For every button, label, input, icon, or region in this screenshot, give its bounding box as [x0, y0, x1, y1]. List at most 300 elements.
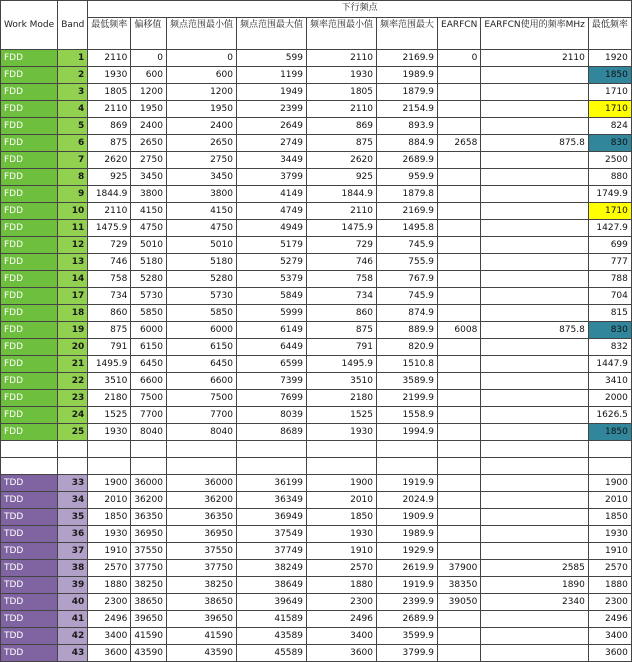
value-cell	[438, 492, 481, 509]
header-work-mode: Work Mode	[1, 1, 58, 50]
value-cell	[481, 305, 589, 322]
value-cell: 8689	[236, 424, 306, 441]
value-cell: 1510.8	[377, 356, 438, 373]
work-mode-cell: TDD	[1, 645, 58, 662]
value-cell	[438, 373, 481, 390]
value-cell: 734	[306, 288, 376, 305]
value-cell	[438, 288, 481, 305]
band-cell: 1	[58, 50, 88, 67]
value-cell: 1919.9	[377, 577, 438, 594]
value-cell: 5999	[236, 305, 306, 322]
value-cell: 2570	[88, 560, 131, 577]
band-cell: 24	[58, 407, 88, 424]
value-cell: 6450	[166, 356, 236, 373]
value-cell	[438, 101, 481, 118]
value-cell: 925	[306, 169, 376, 186]
value-cell	[481, 67, 589, 84]
value-cell: 1749.9	[588, 186, 631, 203]
fdd-row	[1, 237, 632, 254]
value-cell: 2010	[588, 492, 631, 509]
spacer-cell	[588, 441, 631, 458]
work-mode-cell: TDD	[1, 628, 58, 645]
work-mode-cell: FDD	[1, 237, 58, 254]
fdd-row	[1, 135, 632, 152]
work-mode-cell: FDD	[1, 84, 58, 101]
value-cell: 1525	[306, 407, 376, 424]
value-cell	[438, 169, 481, 186]
fdd-row	[1, 390, 632, 407]
value-cell: 38650	[166, 594, 236, 611]
value-cell	[438, 526, 481, 543]
value-cell: 3600	[88, 645, 131, 662]
lowest-frequency-highlight-cell: 1710	[588, 101, 631, 118]
value-cell: 3800	[131, 186, 167, 203]
value-cell: 6450	[131, 356, 167, 373]
value-cell: 2750	[166, 152, 236, 169]
work-mode-cell: TDD	[1, 526, 58, 543]
value-cell	[481, 356, 589, 373]
value-cell: 1930	[306, 67, 376, 84]
value-cell: 869	[88, 118, 131, 135]
work-mode-cell: TDD	[1, 560, 58, 577]
lowest-frequency-highlight-cell: 830	[588, 135, 631, 152]
spacer-cell	[1, 441, 58, 458]
value-cell: 1850	[588, 509, 631, 526]
value-cell: 699	[588, 237, 631, 254]
tdd-row	[1, 509, 632, 526]
value-cell: 36950	[166, 526, 236, 543]
value-cell: 1710	[588, 84, 631, 101]
value-cell: 36200	[166, 492, 236, 509]
work-mode-cell: FDD	[1, 339, 58, 356]
fdd-row	[1, 50, 632, 67]
value-cell: 5379	[236, 271, 306, 288]
value-cell: 1919.9	[377, 475, 438, 492]
work-mode-cell: FDD	[1, 67, 58, 84]
value-cell: 43589	[236, 628, 306, 645]
band-cell: 39	[58, 577, 88, 594]
value-cell: 875	[88, 135, 131, 152]
value-cell: 2749	[236, 135, 306, 152]
value-cell: 5179	[236, 237, 306, 254]
value-cell	[438, 254, 481, 271]
value-cell: 2585	[481, 560, 589, 577]
value-cell: 1994.9	[377, 424, 438, 441]
work-mode-cell: FDD	[1, 254, 58, 271]
value-cell: 1930	[88, 424, 131, 441]
value-cell	[481, 611, 589, 628]
value-cell: 1626.5	[588, 407, 631, 424]
value-cell: 37749	[236, 543, 306, 560]
value-cell: 41590	[131, 628, 167, 645]
value-cell: 2110	[306, 101, 376, 118]
value-cell: 875.8	[481, 322, 589, 339]
value-cell: 3400	[588, 628, 631, 645]
value-cell: 6150	[131, 339, 167, 356]
value-cell: 39050	[438, 594, 481, 611]
value-cell: 37549	[236, 526, 306, 543]
value-cell: 5280	[166, 271, 236, 288]
value-cell: 1525	[88, 407, 131, 424]
value-cell: 1558.9	[377, 407, 438, 424]
value-cell	[481, 203, 589, 220]
value-cell: 758	[88, 271, 131, 288]
value-cell: 5280	[131, 271, 167, 288]
value-cell: 0	[438, 50, 481, 67]
fdd-row	[1, 322, 632, 339]
value-cell: 1929.9	[377, 543, 438, 560]
value-cell: 2010	[306, 492, 376, 509]
work-mode-cell: FDD	[1, 135, 58, 152]
header-column: 最低频率	[588, 18, 631, 50]
value-cell: 1930	[588, 526, 631, 543]
value-cell: 5279	[236, 254, 306, 271]
value-cell: 3510	[306, 373, 376, 390]
fdd-row	[1, 186, 632, 203]
value-cell: 45589	[236, 645, 306, 662]
work-mode-cell: TDD	[1, 594, 58, 611]
value-cell	[438, 305, 481, 322]
band-cell: 42	[58, 628, 88, 645]
value-cell: 1475.9	[88, 220, 131, 237]
value-cell: 37750	[131, 560, 167, 577]
value-cell: 36950	[131, 526, 167, 543]
value-cell: 884.9	[377, 135, 438, 152]
value-cell: 1900	[88, 475, 131, 492]
value-cell	[438, 152, 481, 169]
value-cell: 2300	[588, 594, 631, 611]
value-cell	[438, 203, 481, 220]
value-cell: 2110	[88, 101, 131, 118]
value-cell: 6600	[166, 373, 236, 390]
value-cell: 1949	[236, 84, 306, 101]
value-cell: 1879.8	[377, 186, 438, 203]
value-cell: 38650	[131, 594, 167, 611]
spacer-cell	[58, 458, 88, 475]
value-cell: 1805	[88, 84, 131, 101]
value-cell: 5180	[131, 254, 167, 271]
fdd-row	[1, 356, 632, 373]
value-cell	[481, 271, 589, 288]
value-cell	[481, 254, 589, 271]
work-mode-cell: FDD	[1, 424, 58, 441]
value-cell: 5010	[131, 237, 167, 254]
value-cell: 36000	[166, 475, 236, 492]
value-cell: 1909.9	[377, 509, 438, 526]
band-cell: 9	[58, 186, 88, 203]
value-cell	[481, 339, 589, 356]
value-cell: 3450	[166, 169, 236, 186]
spacer-cell	[306, 458, 376, 475]
value-cell: 43590	[131, 645, 167, 662]
value-cell	[481, 237, 589, 254]
value-cell: 37750	[166, 560, 236, 577]
value-cell	[438, 645, 481, 662]
value-cell	[438, 339, 481, 356]
header-column: 频点范围最小值	[166, 18, 236, 50]
value-cell: 5849	[236, 288, 306, 305]
work-mode-cell: FDD	[1, 322, 58, 339]
fdd-row	[1, 254, 632, 271]
value-cell: 875	[306, 322, 376, 339]
value-cell: 6150	[166, 339, 236, 356]
value-cell: 2340	[481, 594, 589, 611]
value-cell: 7700	[131, 407, 167, 424]
fdd-row	[1, 424, 632, 441]
band-cell: 12	[58, 237, 88, 254]
value-cell: 824	[588, 118, 631, 135]
value-cell: 1930	[88, 67, 131, 84]
value-cell	[481, 84, 589, 101]
value-cell: 1900	[306, 475, 376, 492]
value-cell: 1920	[588, 50, 631, 67]
value-cell: 41590	[166, 628, 236, 645]
value-cell: 3799	[236, 169, 306, 186]
band-cell: 19	[58, 322, 88, 339]
value-cell: 2570	[588, 560, 631, 577]
value-cell: 1989.9	[377, 67, 438, 84]
band-cell: 5	[58, 118, 88, 135]
header-column: 偏移值	[131, 18, 167, 50]
value-cell	[438, 67, 481, 84]
band-cell: 21	[58, 356, 88, 373]
spacer-cell	[236, 458, 306, 475]
value-cell: 7500	[131, 390, 167, 407]
spacer-cell	[88, 458, 131, 475]
value-cell: 1880	[306, 577, 376, 594]
value-cell: 875.8	[481, 135, 589, 152]
value-cell: 758	[306, 271, 376, 288]
value-cell	[438, 509, 481, 526]
value-cell	[481, 492, 589, 509]
value-cell: 2199.9	[377, 390, 438, 407]
value-cell: 6000	[131, 322, 167, 339]
value-cell	[481, 118, 589, 135]
work-mode-cell: FDD	[1, 288, 58, 305]
spacer-cell	[306, 441, 376, 458]
value-cell	[438, 611, 481, 628]
value-cell: 8040	[166, 424, 236, 441]
value-cell: 1447.9	[588, 356, 631, 373]
value-cell: 791	[88, 339, 131, 356]
work-mode-cell: FDD	[1, 50, 58, 67]
fdd-row	[1, 118, 632, 135]
value-cell: 3799.9	[377, 645, 438, 662]
fdd-row	[1, 271, 632, 288]
value-cell: 1880	[588, 577, 631, 594]
value-cell: 1495.8	[377, 220, 438, 237]
spacer-cell	[438, 458, 481, 475]
work-mode-cell: FDD	[1, 305, 58, 322]
value-cell: 734	[88, 288, 131, 305]
band-cell: 6	[58, 135, 88, 152]
value-cell: 41589	[236, 611, 306, 628]
work-mode-cell: FDD	[1, 390, 58, 407]
value-cell: 3400	[88, 628, 131, 645]
header-column: 频率范围最小值	[306, 18, 376, 50]
value-cell: 1900	[588, 475, 631, 492]
spacer-cell	[481, 441, 589, 458]
value-cell: 788	[588, 271, 631, 288]
value-cell: 7500	[166, 390, 236, 407]
tdd-row	[1, 594, 632, 611]
value-cell	[438, 220, 481, 237]
spacer-cell	[166, 441, 236, 458]
work-mode-cell: FDD	[1, 356, 58, 373]
table-body	[1, 1, 632, 662]
value-cell	[481, 186, 589, 203]
fdd-row	[1, 220, 632, 237]
value-cell: 1844.9	[88, 186, 131, 203]
band-cell: 14	[58, 271, 88, 288]
value-cell: 3450	[131, 169, 167, 186]
spacer-cell	[588, 458, 631, 475]
value-cell: 3600	[588, 645, 631, 662]
value-cell: 8039	[236, 407, 306, 424]
tdd-row	[1, 526, 632, 543]
spacer-cell	[1, 458, 58, 475]
header-column: EARFCN	[438, 18, 481, 50]
value-cell: 599	[236, 50, 306, 67]
spacer-cell	[377, 458, 438, 475]
value-cell: 1850	[306, 509, 376, 526]
value-cell: 2619.9	[377, 560, 438, 577]
value-cell: 1200	[131, 84, 167, 101]
value-cell: 1950	[166, 101, 236, 118]
value-cell: 2399.9	[377, 594, 438, 611]
value-cell: 860	[88, 305, 131, 322]
value-cell: 37900	[438, 560, 481, 577]
value-cell	[438, 628, 481, 645]
value-cell: 8040	[131, 424, 167, 441]
value-cell: 2496	[306, 611, 376, 628]
fdd-row	[1, 84, 632, 101]
value-cell: 1910	[88, 543, 131, 560]
value-cell: 6599	[236, 356, 306, 373]
work-mode-cell: FDD	[1, 118, 58, 135]
tdd-row	[1, 543, 632, 560]
value-cell: 1930	[306, 526, 376, 543]
spacer-cell	[58, 441, 88, 458]
value-cell: 4149	[236, 186, 306, 203]
value-cell: 755.9	[377, 254, 438, 271]
value-cell: 5730	[166, 288, 236, 305]
header-column: 频点范围最大值	[236, 18, 306, 50]
value-cell: 2750	[131, 152, 167, 169]
work-mode-cell: FDD	[1, 220, 58, 237]
fdd-row	[1, 169, 632, 186]
value-cell: 3800	[166, 186, 236, 203]
value-cell: 2169.9	[377, 50, 438, 67]
tdd-row	[1, 560, 632, 577]
value-cell	[481, 169, 589, 186]
value-cell: 2300	[88, 594, 131, 611]
value-cell: 1495.9	[88, 356, 131, 373]
value-cell	[438, 237, 481, 254]
value-cell: 2300	[306, 594, 376, 611]
value-cell: 38250	[131, 577, 167, 594]
spacer-row	[1, 441, 632, 458]
tdd-row	[1, 611, 632, 628]
value-cell	[438, 390, 481, 407]
header-row-columns	[1, 18, 632, 50]
spacer-cell	[88, 441, 131, 458]
value-cell: 3589.9	[377, 373, 438, 390]
band-cell: 18	[58, 305, 88, 322]
value-cell: 2110	[88, 50, 131, 67]
work-mode-cell: TDD	[1, 475, 58, 492]
band-cell: 2	[58, 67, 88, 84]
value-cell	[481, 407, 589, 424]
band-cell: 23	[58, 390, 88, 407]
value-cell: 745.9	[377, 288, 438, 305]
spacer-cell	[377, 441, 438, 458]
lowest-frequency-highlight-cell: 1850	[588, 424, 631, 441]
lowest-frequency-highlight-cell: 830	[588, 322, 631, 339]
value-cell: 4150	[166, 203, 236, 220]
value-cell	[438, 84, 481, 101]
value-cell: 1844.9	[306, 186, 376, 203]
value-cell: 875	[306, 135, 376, 152]
header-downlink-group: 下行频点	[88, 1, 632, 18]
value-cell: 2620	[306, 152, 376, 169]
value-cell: 1200	[166, 84, 236, 101]
value-cell: 791	[306, 339, 376, 356]
value-cell: 729	[306, 237, 376, 254]
value-cell: 704	[588, 288, 631, 305]
band-cell: 25	[58, 424, 88, 441]
fdd-row	[1, 305, 632, 322]
value-cell: 37550	[131, 543, 167, 560]
value-cell: 1850	[88, 509, 131, 526]
work-mode-cell: TDD	[1, 509, 58, 526]
value-cell	[438, 543, 481, 560]
value-cell: 2000	[588, 390, 631, 407]
value-cell: 2110	[306, 50, 376, 67]
value-cell: 5850	[131, 305, 167, 322]
value-cell: 832	[588, 339, 631, 356]
value-cell	[438, 356, 481, 373]
spacer-cell	[236, 441, 306, 458]
value-cell: 36000	[131, 475, 167, 492]
value-cell: 729	[88, 237, 131, 254]
value-cell: 2400	[131, 118, 167, 135]
value-cell	[481, 390, 589, 407]
work-mode-cell: FDD	[1, 271, 58, 288]
value-cell: 7700	[166, 407, 236, 424]
value-cell: 36200	[131, 492, 167, 509]
value-cell	[481, 220, 589, 237]
value-cell: 2400	[166, 118, 236, 135]
value-cell: 5180	[166, 254, 236, 271]
value-cell: 5010	[166, 237, 236, 254]
value-cell: 2024.9	[377, 492, 438, 509]
lowest-frequency-highlight-cell: 1850	[588, 67, 631, 84]
value-cell: 767.9	[377, 271, 438, 288]
spacer-cell	[166, 458, 236, 475]
value-cell	[438, 475, 481, 492]
band-cell: 17	[58, 288, 88, 305]
header-column: 频率范围最大	[377, 18, 438, 50]
value-cell: 39650	[166, 611, 236, 628]
value-cell: 1950	[131, 101, 167, 118]
value-cell: 1989.9	[377, 526, 438, 543]
value-cell: 2649	[236, 118, 306, 135]
fdd-row	[1, 373, 632, 390]
value-cell: 1890	[481, 577, 589, 594]
spacer-cell	[131, 458, 167, 475]
band-cell: 11	[58, 220, 88, 237]
